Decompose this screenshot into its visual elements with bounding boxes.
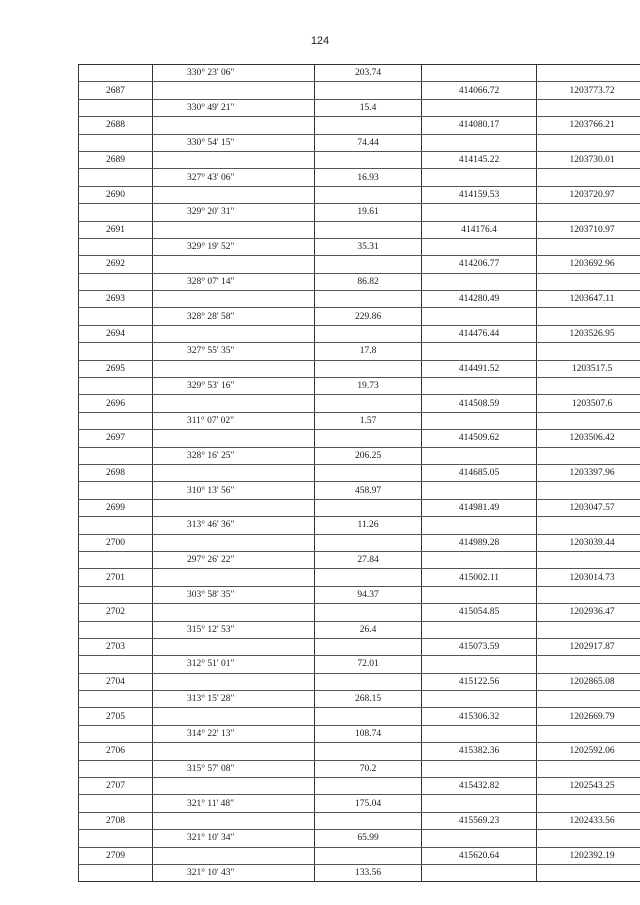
- station-cell: 2693: [79, 291, 153, 308]
- station-row: [79, 743, 640, 760]
- easting-cell: 1203047.57: [537, 499, 640, 516]
- northing-cell: [422, 343, 537, 360]
- bearing-row: [79, 65, 640, 82]
- station-cell: [79, 864, 153, 881]
- easting-cell: 1203766.21: [537, 117, 640, 134]
- easting-cell: 1203692.96: [537, 256, 640, 273]
- bearing-cell: 313° 15' 28": [153, 691, 315, 708]
- station-cell: 2701: [79, 569, 153, 586]
- station-cell: [79, 447, 153, 464]
- distance-cell: 86.82: [315, 273, 422, 290]
- easting-cell: [537, 864, 640, 881]
- easting-cell: [537, 691, 640, 708]
- easting-cell: [537, 204, 640, 221]
- easting-cell: 1203507.6: [537, 395, 640, 412]
- northing-cell: 414176.4: [422, 221, 537, 238]
- bearing-cell: 330° 54' 15": [153, 134, 315, 151]
- easting-cell: [537, 238, 640, 255]
- station-cell: 2687: [79, 82, 153, 99]
- distance-cell: 19.61: [315, 204, 422, 221]
- bearing-cell: 303° 58' 35": [153, 586, 315, 603]
- bearing-cell: [153, 812, 315, 829]
- bearing-cell: [153, 708, 315, 725]
- distance-cell: [315, 430, 422, 447]
- distance-cell: 268.15: [315, 691, 422, 708]
- station-cell: 2690: [79, 186, 153, 203]
- bearing-row: [79, 238, 640, 255]
- bearing-row: [79, 99, 640, 116]
- distance-cell: [315, 151, 422, 168]
- station-cell: [79, 204, 153, 221]
- table-body: [79, 65, 640, 882]
- distance-cell: 94.37: [315, 586, 422, 603]
- northing-cell: 414989.28: [422, 534, 537, 551]
- bearing-cell: [153, 604, 315, 621]
- northing-cell: [422, 99, 537, 116]
- station-cell: 2692: [79, 256, 153, 273]
- bearing-cell: 329° 20' 31": [153, 204, 315, 221]
- station-row: [79, 360, 640, 377]
- northing-cell: 414080.17: [422, 117, 537, 134]
- distance-cell: [315, 569, 422, 586]
- distance-cell: [315, 778, 422, 795]
- distance-cell: 16.93: [315, 169, 422, 186]
- bearing-cell: 315° 12' 53": [153, 621, 315, 638]
- bearing-cell: [153, 117, 315, 134]
- distance-cell: [315, 604, 422, 621]
- northing-cell: [422, 621, 537, 638]
- easting-cell: [537, 378, 640, 395]
- station-cell: [79, 795, 153, 812]
- station-cell: [79, 517, 153, 534]
- northing-cell: [422, 204, 537, 221]
- easting-cell: [537, 795, 640, 812]
- station-cell: 2691: [79, 221, 153, 238]
- station-row: [79, 151, 640, 168]
- distance-cell: [315, 673, 422, 690]
- easting-cell: [537, 343, 640, 360]
- northing-cell: [422, 482, 537, 499]
- distance-cell: [315, 186, 422, 203]
- distance-cell: [315, 325, 422, 342]
- distance-cell: 133.56: [315, 864, 422, 881]
- station-cell: [79, 308, 153, 325]
- station-cell: [79, 378, 153, 395]
- easting-cell: 1202433.56: [537, 812, 640, 829]
- station-row: [79, 256, 640, 273]
- easting-cell: 1202917.87: [537, 638, 640, 655]
- bearing-row: [79, 725, 640, 742]
- station-cell: 2703: [79, 638, 153, 655]
- easting-cell: [537, 551, 640, 568]
- station-row: [79, 708, 640, 725]
- station-cell: 2688: [79, 117, 153, 134]
- easting-cell: 1203506.42: [537, 430, 640, 447]
- bearing-row: [79, 169, 640, 186]
- station-row: [79, 395, 640, 412]
- distance-cell: 458.97: [315, 482, 422, 499]
- station-row: [79, 569, 640, 586]
- station-cell: [79, 134, 153, 151]
- station-cell: 2705: [79, 708, 153, 725]
- northing-cell: [422, 378, 537, 395]
- easting-cell: [537, 830, 640, 847]
- bearing-cell: [153, 186, 315, 203]
- distance-cell: 15.4: [315, 99, 422, 116]
- easting-cell: 1202392.19: [537, 847, 640, 864]
- distance-cell: [315, 256, 422, 273]
- station-cell: 2694: [79, 325, 153, 342]
- bearing-cell: [153, 638, 315, 655]
- bearing-cell: 321° 11' 48": [153, 795, 315, 812]
- bearing-cell: [153, 534, 315, 551]
- northing-cell: 414491.52: [422, 360, 537, 377]
- easting-cell: 1202669.79: [537, 708, 640, 725]
- bearing-cell: [153, 569, 315, 586]
- station-cell: [79, 169, 153, 186]
- bearing-cell: [153, 256, 315, 273]
- bearing-row: [79, 517, 640, 534]
- northing-cell: [422, 65, 537, 82]
- easting-cell: [537, 482, 640, 499]
- northing-cell: 414476.44: [422, 325, 537, 342]
- station-cell: 2702: [79, 604, 153, 621]
- northing-cell: 414159.53: [422, 186, 537, 203]
- station-cell: [79, 725, 153, 742]
- distance-cell: 203.74: [315, 65, 422, 82]
- station-row: [79, 847, 640, 864]
- bearing-cell: 315° 57' 08": [153, 760, 315, 777]
- station-cell: 2708: [79, 812, 153, 829]
- distance-cell: [315, 117, 422, 134]
- bearing-cell: [153, 291, 315, 308]
- distance-cell: [315, 847, 422, 864]
- station-cell: [79, 551, 153, 568]
- northing-cell: [422, 795, 537, 812]
- station-cell: [79, 273, 153, 290]
- distance-cell: 19.73: [315, 378, 422, 395]
- bearing-cell: [153, 82, 315, 99]
- bearing-cell: 330° 23' 06": [153, 65, 315, 82]
- distance-cell: 74.44: [315, 134, 422, 151]
- distance-cell: 175.04: [315, 795, 422, 812]
- northing-cell: 414981.49: [422, 499, 537, 516]
- easting-cell: [537, 760, 640, 777]
- northing-cell: [422, 238, 537, 255]
- bearing-cell: [153, 360, 315, 377]
- easting-cell: 1203730.01: [537, 151, 640, 168]
- distance-cell: [315, 395, 422, 412]
- bearing-cell: [153, 778, 315, 795]
- station-row: [79, 778, 640, 795]
- bearing-cell: [153, 395, 315, 412]
- distance-cell: 229.86: [315, 308, 422, 325]
- station-cell: 2699: [79, 499, 153, 516]
- station-cell: 2695: [79, 360, 153, 377]
- bearing-cell: [153, 221, 315, 238]
- station-row: [79, 325, 640, 342]
- easting-cell: 1203517.5: [537, 360, 640, 377]
- distance-cell: 206.25: [315, 447, 422, 464]
- station-row: [79, 499, 640, 516]
- distance-cell: [315, 743, 422, 760]
- station-cell: 2704: [79, 673, 153, 690]
- bearing-cell: 311° 07' 02": [153, 412, 315, 429]
- northing-cell: [422, 447, 537, 464]
- bearing-row: [79, 273, 640, 290]
- northing-cell: 414509.62: [422, 430, 537, 447]
- station-cell: [79, 691, 153, 708]
- distance-cell: 1.57: [315, 412, 422, 429]
- distance-cell: 17.8: [315, 343, 422, 360]
- easting-cell: [537, 656, 640, 673]
- station-row: [79, 812, 640, 829]
- northing-cell: 415432.82: [422, 778, 537, 795]
- bearing-row: [79, 378, 640, 395]
- station-row: [79, 430, 640, 447]
- distance-cell: [315, 812, 422, 829]
- station-cell: [79, 238, 153, 255]
- bearing-row: [79, 204, 640, 221]
- station-row: [79, 221, 640, 238]
- easting-cell: [537, 134, 640, 151]
- distance-cell: 108.74: [315, 725, 422, 742]
- easting-cell: 1203647.11: [537, 291, 640, 308]
- bearing-cell: 297° 26' 22": [153, 551, 315, 568]
- distance-cell: [315, 82, 422, 99]
- distance-cell: 27.84: [315, 551, 422, 568]
- northing-cell: 414280.49: [422, 291, 537, 308]
- easting-cell: 1203397.96: [537, 464, 640, 481]
- station-cell: [79, 99, 153, 116]
- bearing-cell: 313° 46' 36": [153, 517, 315, 534]
- northing-cell: 414508.59: [422, 395, 537, 412]
- northing-cell: [422, 134, 537, 151]
- bearing-cell: [153, 464, 315, 481]
- station-cell: 2709: [79, 847, 153, 864]
- northing-cell: [422, 725, 537, 742]
- northing-cell: [422, 586, 537, 603]
- northing-cell: 414066.72: [422, 82, 537, 99]
- distance-cell: 11.26: [315, 517, 422, 534]
- station-cell: 2696: [79, 395, 153, 412]
- easting-cell: [537, 586, 640, 603]
- bearing-cell: [153, 151, 315, 168]
- bearing-row: [79, 482, 640, 499]
- bearing-cell: 328° 16' 25": [153, 447, 315, 464]
- bearing-row: [79, 795, 640, 812]
- northing-cell: 415073.59: [422, 638, 537, 655]
- northing-cell: [422, 760, 537, 777]
- bearing-cell: 329° 19' 52": [153, 238, 315, 255]
- northing-cell: [422, 830, 537, 847]
- station-cell: [79, 412, 153, 429]
- station-cell: 2706: [79, 743, 153, 760]
- northing-cell: [422, 273, 537, 290]
- easting-cell: 1202936.47: [537, 604, 640, 621]
- easting-cell: [537, 169, 640, 186]
- station-row: [79, 291, 640, 308]
- bearing-row: [79, 551, 640, 568]
- station-cell: [79, 586, 153, 603]
- easting-cell: 1203710.97: [537, 221, 640, 238]
- distance-cell: [315, 638, 422, 655]
- bearing-cell: 321° 10' 43": [153, 864, 315, 881]
- station-row: [79, 464, 640, 481]
- northing-cell: [422, 864, 537, 881]
- bearing-cell: 330° 49' 21": [153, 99, 315, 116]
- station-row: [79, 673, 640, 690]
- easting-cell: [537, 412, 640, 429]
- station-cell: [79, 343, 153, 360]
- bearing-cell: [153, 743, 315, 760]
- bearing-row: [79, 308, 640, 325]
- easting-cell: [537, 725, 640, 742]
- easting-cell: [537, 99, 640, 116]
- easting-cell: [537, 447, 640, 464]
- station-cell: 2700: [79, 534, 153, 551]
- bearing-cell: 321° 10' 34": [153, 830, 315, 847]
- northing-cell: [422, 551, 537, 568]
- easting-cell: [537, 621, 640, 638]
- distance-cell: 35.31: [315, 238, 422, 255]
- distance-cell: [315, 464, 422, 481]
- bearing-row: [79, 621, 640, 638]
- station-row: [79, 117, 640, 134]
- distance-cell: 72.01: [315, 656, 422, 673]
- bearing-row: [79, 864, 640, 881]
- northing-cell: [422, 412, 537, 429]
- distance-cell: [315, 360, 422, 377]
- distance-cell: [315, 708, 422, 725]
- easting-cell: 1203526.95: [537, 325, 640, 342]
- station-cell: [79, 482, 153, 499]
- station-row: [79, 638, 640, 655]
- bearing-cell: 327° 55' 35": [153, 343, 315, 360]
- bearing-row: [79, 830, 640, 847]
- easting-cell: [537, 308, 640, 325]
- bearing-cell: 310° 13' 56": [153, 482, 315, 499]
- bearing-cell: 314° 22' 13": [153, 725, 315, 742]
- bearing-cell: 328° 28' 58": [153, 308, 315, 325]
- northing-cell: 415122.56: [422, 673, 537, 690]
- page-number: 124: [310, 35, 330, 47]
- northing-cell: [422, 169, 537, 186]
- bearing-row: [79, 586, 640, 603]
- distance-cell: [315, 291, 422, 308]
- bearing-row: [79, 447, 640, 464]
- bearing-row: [79, 412, 640, 429]
- distance-cell: [315, 499, 422, 516]
- station-cell: [79, 65, 153, 82]
- northing-cell: [422, 517, 537, 534]
- northing-cell: 414206.77: [422, 256, 537, 273]
- bearing-row: [79, 134, 640, 151]
- bearing-row: [79, 343, 640, 360]
- easting-cell: [537, 273, 640, 290]
- bearing-cell: [153, 673, 315, 690]
- easting-cell: 1203039.44: [537, 534, 640, 551]
- station-row: [79, 604, 640, 621]
- station-cell: 2698: [79, 464, 153, 481]
- easting-cell: 1202592.06: [537, 743, 640, 760]
- station-cell: 2707: [79, 778, 153, 795]
- easting-cell: 1203014.73: [537, 569, 640, 586]
- northing-cell: 415620.64: [422, 847, 537, 864]
- easting-cell: 1202543.25: [537, 778, 640, 795]
- northing-cell: [422, 308, 537, 325]
- bearing-row: [79, 656, 640, 673]
- easting-cell: [537, 517, 640, 534]
- bearing-cell: [153, 430, 315, 447]
- northing-cell: 414685.05: [422, 464, 537, 481]
- bearing-cell: [153, 847, 315, 864]
- bearing-row: [79, 691, 640, 708]
- bearing-cell: [153, 325, 315, 342]
- survey-coordinates-table: [78, 64, 640, 882]
- northing-cell: 415306.32: [422, 708, 537, 725]
- distance-cell: 70.2: [315, 760, 422, 777]
- bearing-cell: 329° 53' 16": [153, 378, 315, 395]
- northing-cell: 415569.23: [422, 812, 537, 829]
- northing-cell: 414145.22: [422, 151, 537, 168]
- station-cell: [79, 830, 153, 847]
- northing-cell: 415382.36: [422, 743, 537, 760]
- easting-cell: [537, 65, 640, 82]
- distance-cell: 65.99: [315, 830, 422, 847]
- station-row: [79, 534, 640, 551]
- bearing-cell: 328° 07' 14": [153, 273, 315, 290]
- station-cell: [79, 621, 153, 638]
- easting-cell: 1202865.08: [537, 673, 640, 690]
- distance-cell: [315, 221, 422, 238]
- bearing-row: [79, 760, 640, 777]
- station-cell: [79, 656, 153, 673]
- distance-cell: 26.4: [315, 621, 422, 638]
- easting-cell: 1203773.72: [537, 82, 640, 99]
- northing-cell: [422, 691, 537, 708]
- station-cell: 2689: [79, 151, 153, 168]
- bearing-cell: 312° 51' 01": [153, 656, 315, 673]
- station-cell: 2697: [79, 430, 153, 447]
- easting-cell: 1203720.97: [537, 186, 640, 203]
- station-row: [79, 186, 640, 203]
- distance-cell: [315, 534, 422, 551]
- northing-cell: [422, 656, 537, 673]
- northing-cell: 415054.85: [422, 604, 537, 621]
- station-row: [79, 82, 640, 99]
- station-cell: [79, 760, 153, 777]
- northing-cell: 415002.11: [422, 569, 537, 586]
- bearing-cell: [153, 499, 315, 516]
- bearing-cell: 327° 43' 06": [153, 169, 315, 186]
